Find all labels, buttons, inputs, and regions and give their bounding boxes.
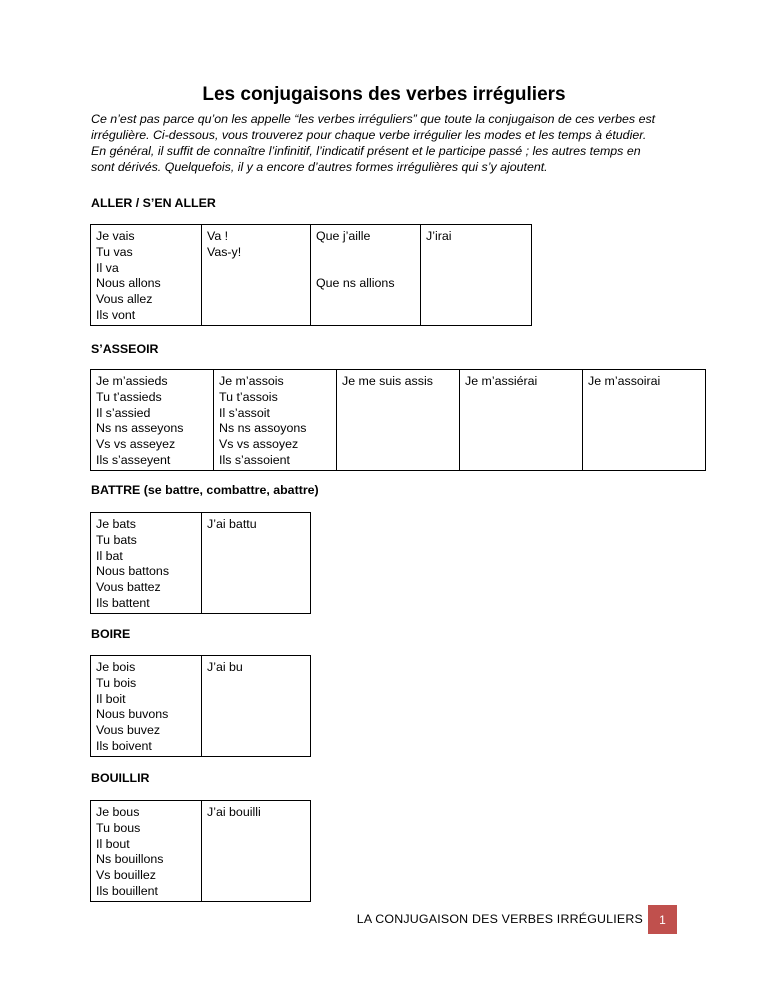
conj-form: Nous allons	[96, 276, 161, 291]
conj-form: J’ai bouilli	[207, 805, 261, 819]
asseoir-passe-compose-cell	[337, 370, 460, 471]
bouillir-table	[90, 800, 311, 902]
section-heading-asseoir: S’ASSEOIR	[91, 342, 159, 356]
asseoir-present1-cell	[91, 370, 214, 471]
section-heading-boire: BOIRE	[91, 627, 131, 641]
conj-form: Ns ns assoyons	[219, 421, 307, 436]
conj-form: Tu bois	[96, 675, 137, 690]
conj-form: Ns ns asseyons	[96, 421, 184, 436]
conj-form: Il s’assoit	[219, 405, 270, 420]
aller-table	[90, 224, 532, 326]
aller-present-cell	[91, 225, 202, 326]
conj-form: J’ai battu	[207, 517, 257, 531]
conj-form: Je bous	[96, 805, 140, 819]
conj-form: Ils bouillent	[96, 883, 158, 898]
conj-form: Je vais	[96, 229, 135, 243]
section-heading-bouillir: BOUILLIR	[91, 771, 150, 785]
section-heading-battre: BATTRE (se battre, combattre, abattre)	[91, 483, 319, 497]
conj-form: Il bout	[96, 836, 130, 851]
conj-form: Je m’assieds	[96, 374, 168, 388]
conj-form: Tu bous	[96, 820, 141, 835]
conj-form: Ns bouillons	[96, 852, 164, 867]
conj-form: Tu bats	[96, 532, 137, 547]
boire-present-cell	[91, 656, 202, 757]
battre-passe-compose-cell	[202, 513, 311, 614]
conj-form: Je m’assois	[219, 374, 284, 388]
conj-form: Vous allez	[96, 292, 153, 307]
running-footer: LA CONJUGAISON DES VERBES IRRÉGULIERS	[356, 912, 643, 926]
boire-table	[90, 655, 311, 757]
conj-form: Il boit	[96, 691, 126, 706]
conj-form: Vs vs asseyez	[96, 437, 176, 452]
conj-form: Ils s’asseyent	[96, 452, 171, 467]
conj-form: Nous buvons	[96, 707, 169, 722]
conj-form: Il bat	[96, 548, 123, 563]
conj-form: Ils boivent	[96, 738, 152, 753]
intro-line: En général, il suffit de connaître l’infinitif, l’indicatif présent et le participe passé ; les autres temps en	[91, 144, 641, 158]
conj-form: Tu t’assois	[219, 389, 278, 404]
conj-form: Va !	[207, 229, 229, 243]
asseoir-table	[90, 369, 706, 471]
conj-form: Ils s’assoient	[219, 452, 290, 467]
battre-table	[90, 512, 311, 614]
conj-form: Tu vas	[96, 244, 133, 259]
conj-form: Il va	[96, 260, 119, 275]
conj-form: Ils battent	[96, 595, 150, 610]
conj-form: Vs vs assoyez	[219, 437, 299, 452]
aller-subjunctive-cell	[311, 225, 421, 326]
bouillir-present-cell	[91, 801, 202, 902]
conj-form: Que j’aille	[316, 229, 371, 243]
aller-future-cell	[421, 225, 532, 326]
conj-form: Vs bouillez	[96, 868, 156, 883]
intro-line: sont dérivés. Quelquefois, il y a encore d’autres formes irrégulières qui s’y ajoutent.	[91, 160, 548, 174]
bouillir-passe-compose-cell	[202, 801, 311, 902]
asseoir-future1-cell	[460, 370, 583, 471]
intro-line: Ce n’est pas parce qu’on les appelle “les verbes irréguliers” que toute la conjugaison de ces verbes est	[91, 112, 656, 126]
conj-form: Je me suis assis	[342, 374, 433, 388]
intro-paragraph	[91, 111, 691, 175]
aller-imperative-cell	[202, 225, 311, 326]
boire-passe-compose-cell	[202, 656, 311, 757]
asseoir-future2-cell	[583, 370, 706, 471]
page-title: Les conjugaisons des verbes irréguliers	[202, 84, 566, 105]
conj-form: Il s’assied	[96, 405, 151, 420]
conj-form: Vas-y!	[207, 244, 242, 259]
conj-form: Je bois	[96, 660, 136, 674]
conj-form: Nous battons	[96, 564, 170, 579]
conj-form: Que ns allions	[316, 276, 395, 291]
conj-form: Vous buvez	[96, 723, 161, 738]
asseoir-present2-cell	[214, 370, 337, 471]
conj-form: Ils vont	[96, 307, 136, 322]
conj-form: Tu t’assieds	[96, 389, 162, 404]
conj-form: Je m’assiérai	[465, 374, 538, 388]
conj-form: J’irai	[426, 229, 452, 243]
conj-form: Je m’assoirai	[588, 374, 661, 388]
conj-form: Je bats	[96, 517, 136, 531]
conj-form: Vous battez	[96, 580, 161, 595]
page-number-badge: 1	[648, 905, 677, 934]
section-heading-aller: ALLER / S’EN ALLER	[91, 196, 216, 210]
conj-form: J’ai bu	[207, 660, 243, 674]
intro-line: irrégulière. Ci-dessous, vous trouverez pour chaque verbe irrégulier les modes et les temps à étudier.	[91, 128, 647, 142]
battre-present-cell	[91, 513, 202, 614]
